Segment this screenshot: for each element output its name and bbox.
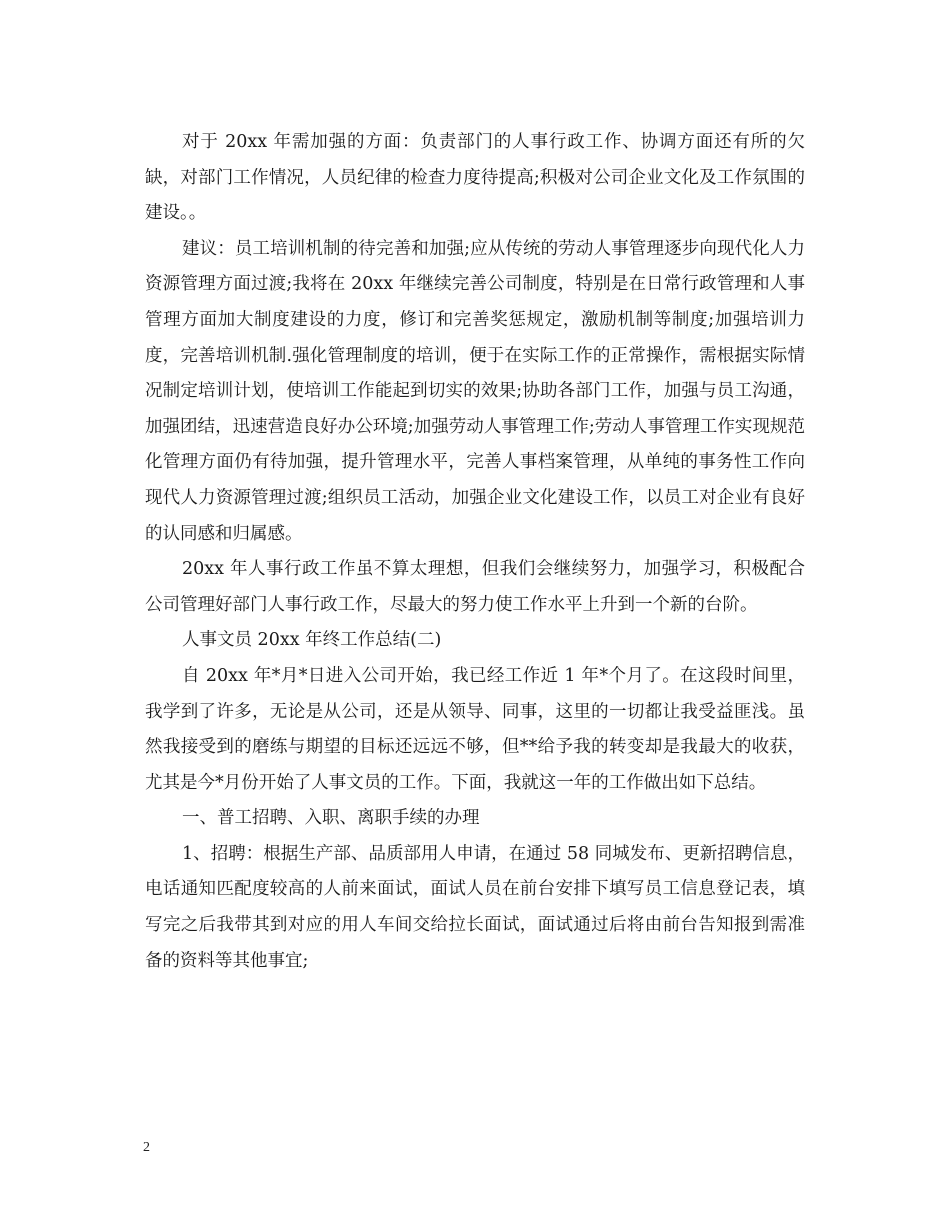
paragraph-improvements: 对于 20xx 年需加强的方面：负责部门的人事行政工作、协调方面还有所的欠缺，对部门工作情况，人员纪律的检查力度待提高;积极对公司企业文化及工作氛围的建设。。 — [145, 132, 805, 224]
paragraph-conclusion: 20xx 年人事行政工作虽不算太理想，但我们会继续努力，加强学习，积极配合公司管理好部门人事行政工作，尽最大的努力使工作水平上升到一个新的台阶。 — [145, 559, 805, 615]
document-body — [145, 125, 805, 979]
section-title: 人事文员 20xx 年终工作总结(二) — [182, 630, 442, 651]
paragraph-introduction: 自 20xx 年*月*日进入公司开始，我已经工作近 1 年*个月了。在这段时间里，我学到了许多，无论是从公司，还是从领导、同事，这里的一切都让我受益匪浅。虽然我接受到的磨练与期望的目标还远远不够，但**给予我的转变却是我最大的收获，尤其是今*月份开始了人事文员的工作。下面，我就这一年的工作做出如下总结。 — [145, 665, 805, 793]
paragraph-suggestions: 建议：员工培训机制的待完善和加强;应从传统的劳动人事管理逐步向现代化人力资源管理方面过渡;我将在 20xx 年继续完善公司制度，特别是在日常行政管理和人事管理方面加大制度建设的力度，修订和完善奖惩规定，激励机制等制度;加强培训力度，完善培训机制.强化管理制度的培训，便于在实际工作的正常操作，需根据实际情况制定培训计划，使培训工作能起到切实的效果;协助各部门工作，加强与员工沟通，加强团结，迅速营造良好办公环境;加强劳动人事管理工作;劳动人事管理工作实现规范化管理方面仍有待加强，提升管理水平，完善人事档案管理，从单纯的事务性工作向现代人力资源管理过渡;组织员工活动，加强企业文化建设工作，以员工对企业有良好的认同感和归属感。 — [145, 238, 805, 544]
heading-recruitment: 一、普工招聘、入职、离职手续的办理 — [182, 808, 480, 829]
page-number: 2 — [143, 1140, 150, 1155]
paragraph-recruitment: 1、招聘：根据生产部、品质部用人申请，在通过 58 同城发布、更新招聘信息，电话通知匹配度较高的人前来面试，面试人员在前台安排下填写员工信息登记表，填写完之后我带其到对应的用人车间交给拉长面试，面试通过后将由前台告知报到需准备的资料等其他事宜; — [145, 843, 805, 971]
